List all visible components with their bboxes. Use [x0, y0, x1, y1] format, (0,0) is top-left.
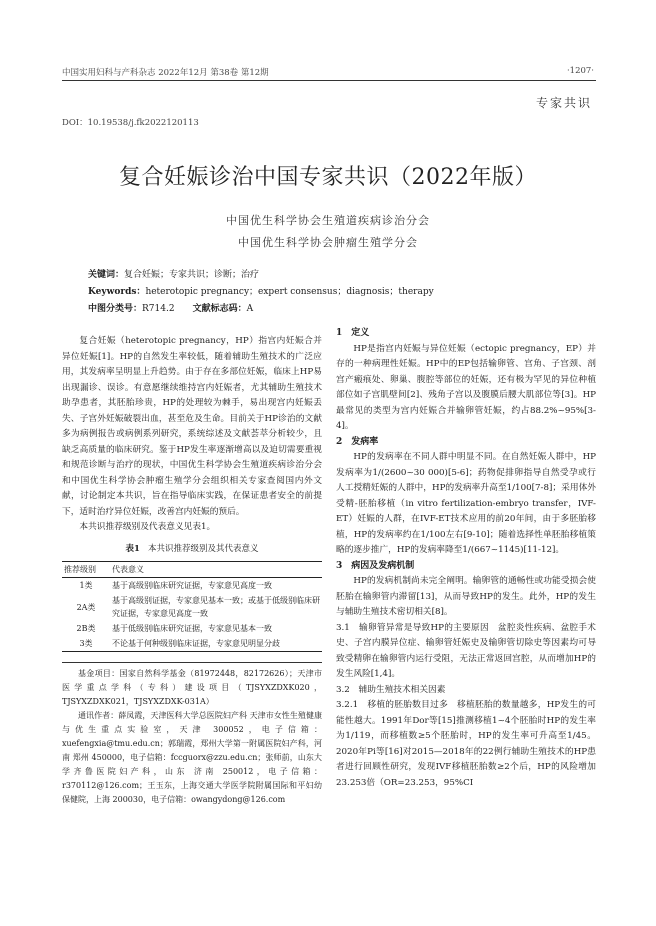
subsection-heading: 3.2 辅助生殖技术相关因素	[336, 684, 446, 695]
right-column	[336, 326, 596, 791]
table-header: 推荐级别	[62, 562, 110, 578]
section-heading: 1 定义	[336, 328, 370, 338]
table-row: 2A类 基于高级别证据，专家意见基本一致；或基于低级别临床研究证据，专家意见高度一致	[76, 596, 320, 618]
table-row: 2B类 基于低级别临床研究证据，专家意见基本一致	[76, 624, 272, 633]
page-number: ·1207·	[566, 66, 594, 76]
fund-note: 基金项目：国家自然科学基金（81972448，82172626）；天津市医学重点学科（专科）建设项目（TJSYXZDXK020，TJSYXZDXK021，TJSYXZDXK-031A）	[62, 669, 322, 706]
table-caption: 表1 本共识推荐级别及其代表意义	[125, 543, 259, 554]
table-ref-paragraph: 本共识推荐级别及代表意义见表1。	[79, 522, 216, 532]
section-heading: 2 发病率	[336, 436, 379, 447]
recommendation-table	[62, 561, 322, 652]
article-category: 专家共识	[535, 96, 592, 110]
keywords-en: Keywords：heterotopic pregnancy；expert consensus；diagnosis；therapy	[88, 287, 434, 297]
section-heading: 3 病因及发病机制	[336, 560, 415, 571]
header-rule	[62, 80, 596, 81]
table-header: 代表意义	[110, 562, 322, 578]
journal-header: 中国实用妇科与产科杂志 2022年12月 第38卷 第12期	[62, 68, 269, 78]
footnote-block	[62, 662, 322, 807]
table-row: 3类 不论基于何种级别临床证据，专家意见明显分歧	[62, 636, 322, 652]
correspondence-note: 通讯作者：薛凤霞，天津医科大学总医院妇产科 天津市女性生殖健康与优生重点实验室，天津 300052，电子信箱：xuefengxia@tmu.edu.cn；郭瑞霞，郑州大学第一附属医院妇产科，河南 郑州 450000，电子信箱：fccguorx@zzu.edu.cn；张师前，山东大学齐鲁医院妇产科，山东 济南 250012，电子信箱：r370112@126.com；王玉东，上海交通大学医学院附属国际和平妇幼保健院，上海 200030，电子信箱：owangydong@126.com	[62, 711, 322, 804]
left-column	[62, 334, 322, 807]
classification: 中图分类号：R714.2 文献标志码：A	[88, 304, 254, 314]
section-paragraph: HP是指宫内妊娠与异位妊娠（ectopic pregnancy，EP）并存的一种病理性妊娠。HP中的EP包括输卵管、宫角、子宫颈、剖宫产瘢痕处、卵巢、腹腔等部位的妊娠，还有极为罕见的异位种植部位如子宫肌壁间[2]、残角子宫以及腹膜后腰大肌部位等[3]。HP最常见的类型为宫内妊娠合并输卵管妊娠，约占88.2%~95%[3-4]。	[336, 343, 596, 431]
article-title: 复合妊娠诊治中国专家共识（2022年版）	[119, 165, 537, 190]
subsection-paragraph: 3.1 输卵管异常是导致HP的主要原因 盆腔炎性疾病、盆腔手术史、子宫内膜异位症、输卵管妊娠史及输卵管切除史等因素均可导致受精卵在输卵管内运行受阻，无法正常返回宫腔，从而增加HP的发生风险[1,4]。	[336, 622, 596, 679]
table-row: 1类 基于高级别临床研究证据，专家意见高度一致	[79, 581, 272, 590]
intro-paragraph: 复合妊娠（heterotopic pregnancy，HP）指宫内妊娠合并异位妊娠[1]。HP的自然发生率较低，随着辅助生殖技术的广泛应用，其发病率呈明显上升趋势。由于存在多部位妊娠，临床上HP易出现漏诊、误诊。有意愿继续维持宫内妊娠者，尤其辅助生殖技术助孕患者，其胚胎珍贵，HP的处理较为棘手，易出现宫内妊娠丢失、子宫外妊娠破裂出血，甚至危及生命。目前关于HP诊治的文献多为病例报告或病例系列研究，系统综述及文献荟萃分析较少，且缺乏高质量的临床研究。鉴于HP发生率逐渐增高以及迫切需要重视和规范诊断与治疗的现状，中国优生科学协会生殖道疾病诊治分会和中国优生科学协会肿瘤生殖学分会组织相关专家查阅国内外文献，讨论制定本共识，旨在指导临床实践，在保证患者安全的前提下，适时治疗异位妊娠，改善宫内妊娠的预后。	[62, 336, 322, 517]
keywords-block	[88, 268, 578, 316]
author-org-2: 中国优生科学协会肿瘤生殖学分会	[238, 236, 418, 249]
section-paragraph: HP的发病机制尚未完全阐明。输卵管的通畅性或功能受损会使胚胎在输卵管内滞留[13]，从而导致HP的发生。此外，HP的发生与辅助生殖技术密切相关[8]。	[336, 576, 596, 617]
subsection-paragraph: 3.2.1 移植的胚胎数目过多 移植胚胎的数量越多，HP发生的可能性越大。1991年Dor等[15]推测移植1~4个胚胎时HP的发生率为1/119，而移植数≥5个胚胎时，HP的发生率可升高至1/45。2020年Pi等[16]对2015—2018年的22例行辅助生殖技术的HP患者进行回顾性研究，发现IVF移植胚胎数≥2个后，HP的风险增加23.253倍（OR=23.253，95%CI	[336, 700, 596, 788]
keywords-cn: 关键词：复合妊娠；专家共识；诊断；治疗	[88, 270, 260, 280]
doi: DOI：10.19538/j.fk2022120113	[62, 118, 199, 128]
author-org-1: 中国优生科学协会生殖道疾病诊治分会	[226, 214, 430, 227]
section-paragraph: HP的发病率在不同人群中明显不同。在自然妊娠人群中，HP发病率为1/(2600~30 000)[5-6]；药物促排卵指导自然受孕或行人工授精妊娠的人群中，HP的发病率升高至1/100[7-8]；采用体外受精-胚胎移植（in vitro fertilization-embryo transfer，IVF-ET）妊娠的人群，在IVF-ET技术应用的前20年间，由于多胚胎移植，HP的发病率约在1/100左右[9-10]；随着选择性单胚胎移植策略的逐步推广，HP的发病率降至1/(667~1145)[11-12]。	[336, 452, 596, 555]
